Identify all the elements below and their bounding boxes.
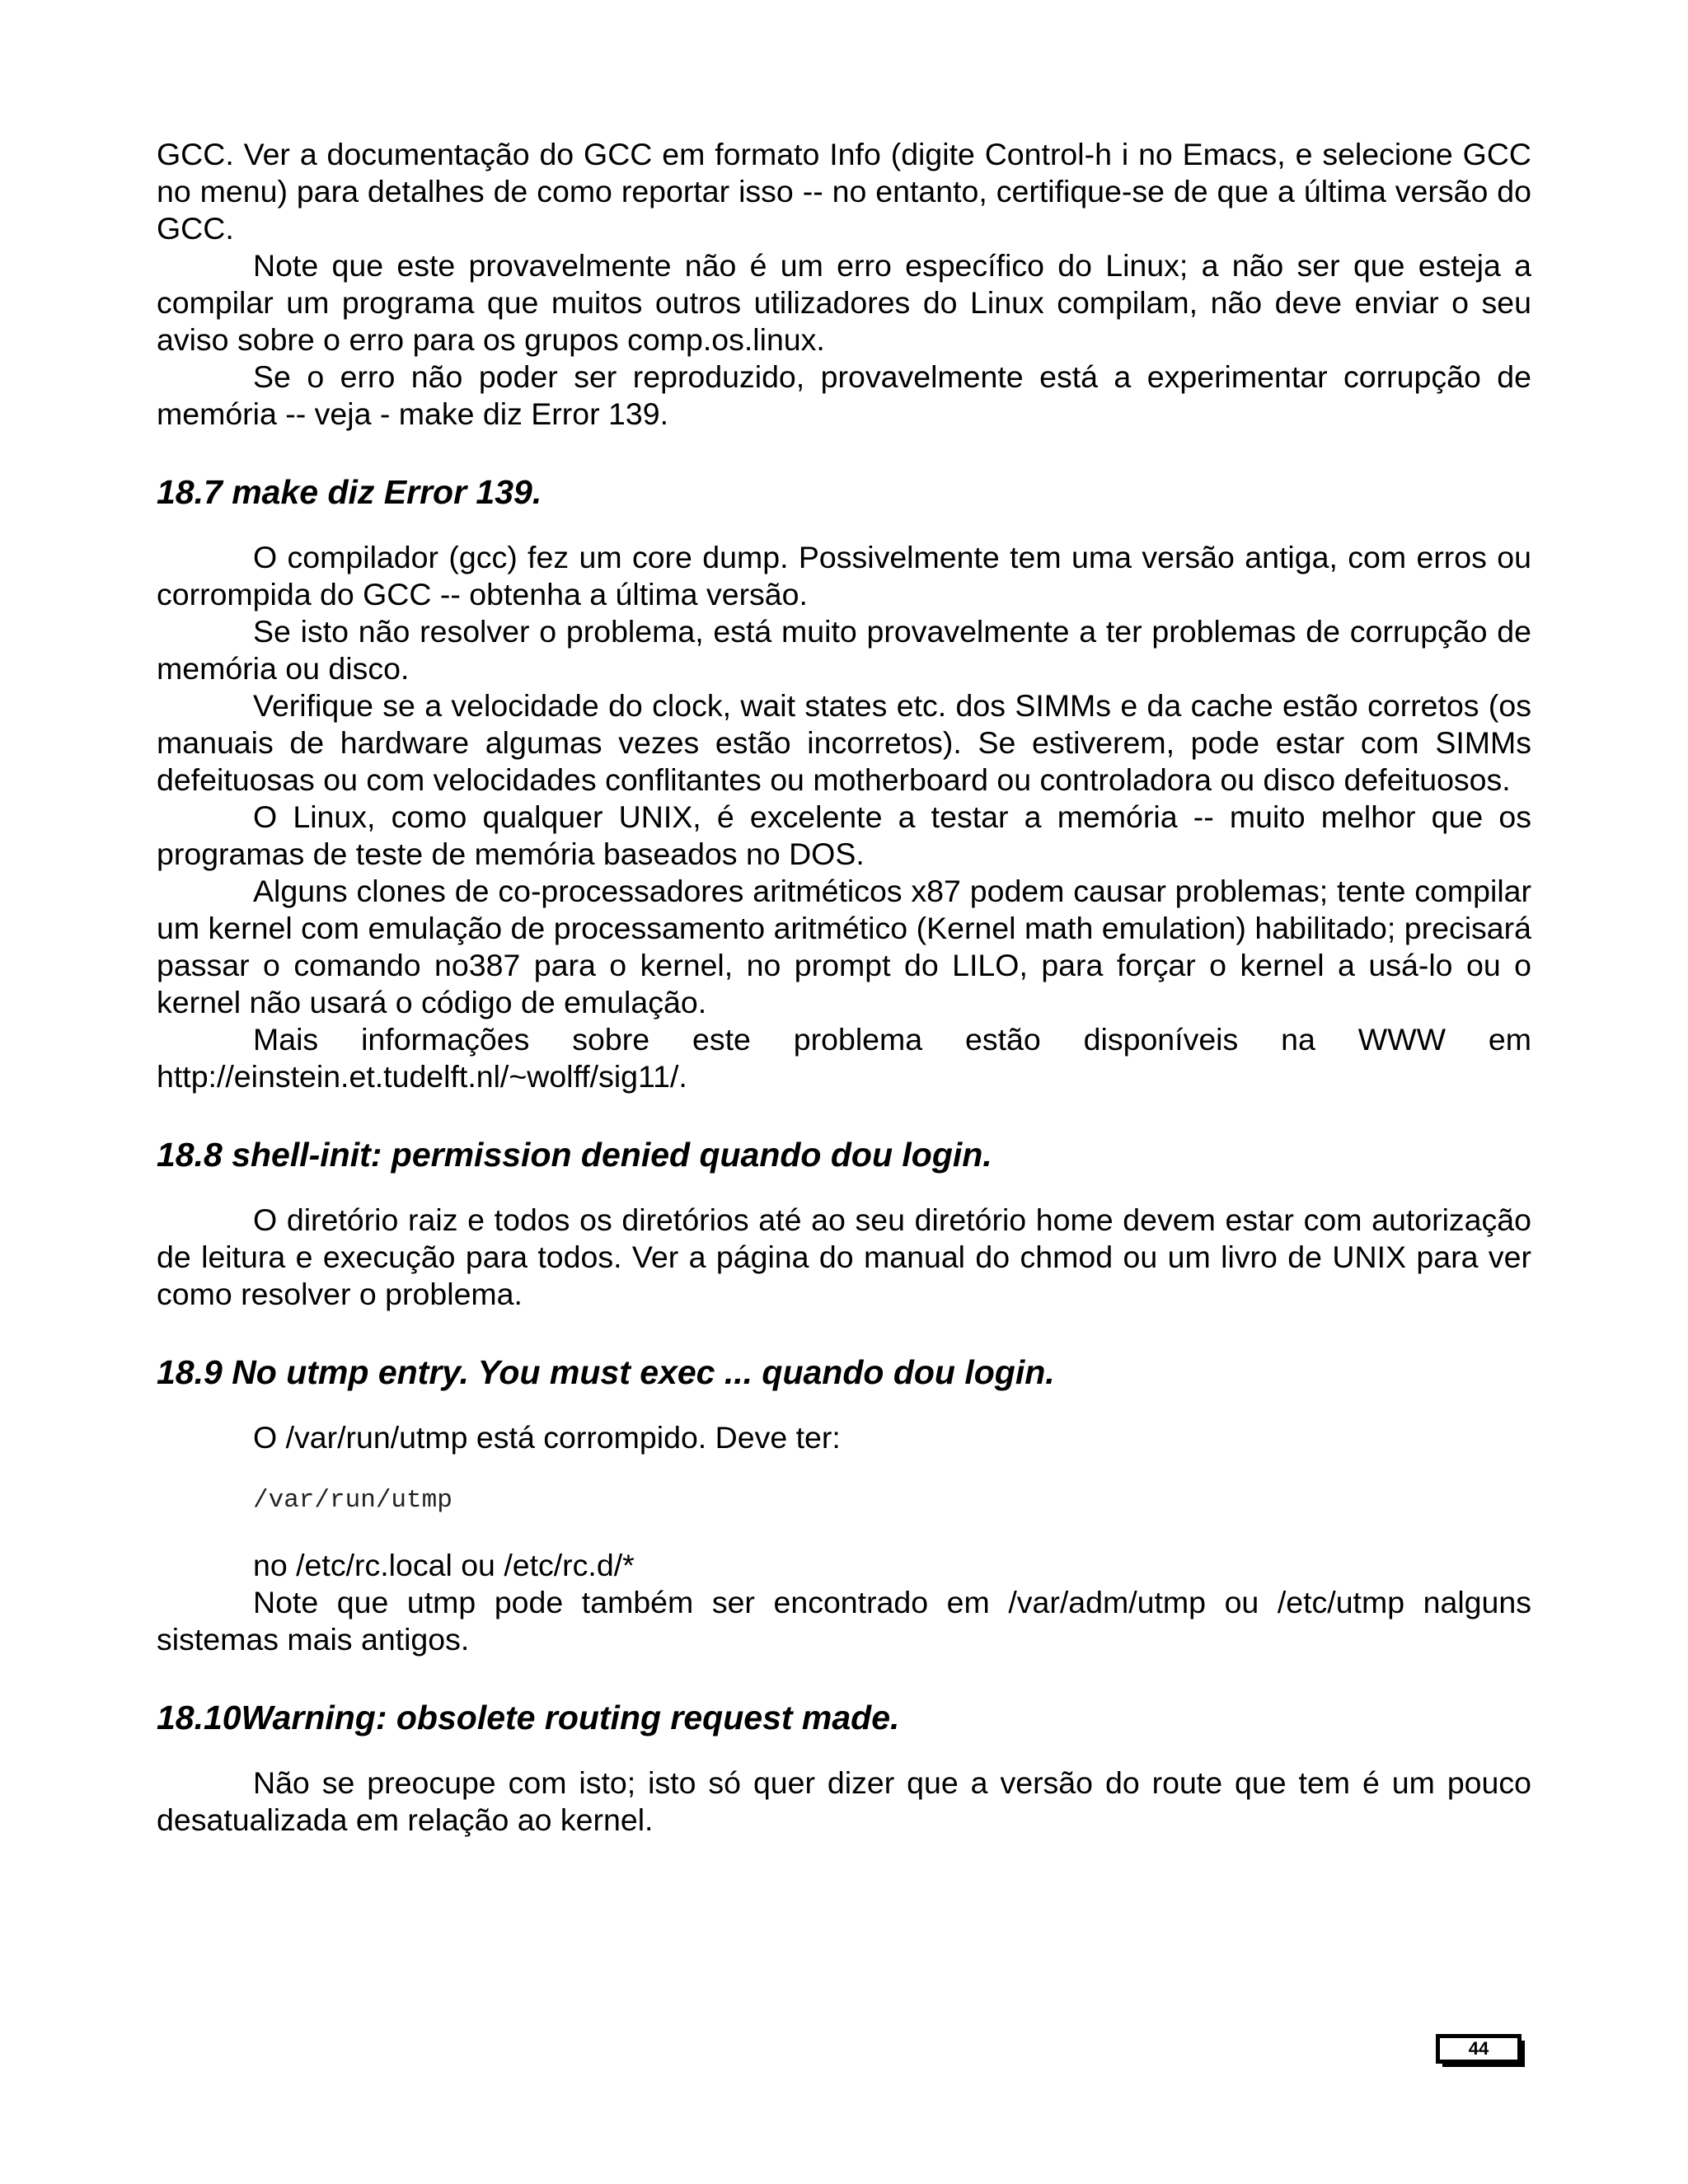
s187-paragraph-2: Se isto não resolver o problema, está muito provavelmente a ter problemas de corrupção de memória ou disco.: [157, 614, 1531, 686]
s1810-paragraph-1: Não se preocupe com isto; isto só quer dizer que a versão do route que tem é um pouco desatualizada em relação ao kernel.: [157, 1765, 1531, 1837]
s189-paragraph-1: O /var/run/utmp está corrompido. Deve ter:: [253, 1420, 841, 1455]
code-block: /var/run/utmp: [253, 1486, 452, 1515]
heading-18-9: 18.9 No utmp entry. You must exec ... quando dou login.: [157, 1353, 1055, 1391]
page-number-badge: [1436, 2034, 1526, 2067]
page-content: [157, 136, 1531, 1839]
heading-18-7: 18.7 make diz Error 139.: [157, 473, 542, 511]
s187-paragraph-4: O Linux, como qualquer UNIX, é excelente a testar a memória -- muito melhor que os programas de teste de memória baseados no DOS.: [157, 799, 1531, 871]
intro-paragraph-2: Note que este provavelmente não é um erro específico do Linux; a não ser que esteja a compilar um programa que muitos outros utilizadores do Linux compilam, não deve enviar o seu aviso sobre o erro para os grupos comp.os.linux.: [157, 248, 1531, 357]
s187-paragraph-1: O compilador (gcc) fez um core dump. Possivelmente tem uma versão antiga, com erros ou corrompida do GCC -- obtenha a última versão.: [157, 540, 1531, 612]
page-number-box: [1436, 2034, 1522, 2064]
s187-paragraph-3: Verifique se a velocidade do clock, wait states etc. dos SIMMs e da cache estão corretos (os manuais de hardware algumas vezes estão incorretos). Se estiverem, pode estar com SIMMs defeituosas ou com velocidades conflitantes ou motherboard ou controladora ou disco defeituosos.: [157, 688, 1531, 797]
heading-18-8: 18.8 shell-init: permission denied quando dou login.: [157, 1136, 992, 1174]
s189-paragraph-2: no /etc/rc.local ou /etc/rc.d/*: [253, 1548, 635, 1582]
page-number: 44: [1468, 2038, 1489, 2059]
heading-18-10: 18.10Warning: obsolete routing request made.: [157, 1699, 900, 1736]
intro-paragraph-1: GCC. Ver a documentação do GCC em formato Info (digite Control-h i no Emacs, e selecione GCC no menu) para detalhes de como reportar isso -- no entanto, certifique-se de que a última versão do GCC.: [157, 137, 1531, 246]
s188-paragraph-1: O diretório raiz e todos os diretórios até ao seu diretório home devem estar com autorização de leitura e execução para todos. Ver a página do manual do chmod ou um livro de UNIX para ver como resolver o problema.: [157, 1202, 1531, 1311]
intro-paragraph-3: Se o erro não poder ser reproduzido, provavelmente está a experimentar corrupção de memória -- veja - make diz Error 139.: [157, 359, 1531, 431]
s187-paragraph-5: Alguns clones de co-processadores aritméticos x87 podem causar problemas; tente compilar um kernel com emulação de processamento aritmético (Kernel math emulation) habilitado; precisará passar o comando no387 para o kernel, no prompt do LILO, para forçar o kernel a usá-lo ou o kernel não usará o código de emulação.: [157, 874, 1531, 1019]
s189-paragraph-3: Note que utmp pode também ser encontrado em /var/adm/utmp ou /etc/utmp nalguns sistemas mais antigos.: [157, 1585, 1531, 1657]
s187-paragraph-6: Mais informações sobre este problema estão disponíveis na WWW em http://einstein.et.tudelft.nl/~wolff/sig11/.: [157, 1022, 1531, 1094]
